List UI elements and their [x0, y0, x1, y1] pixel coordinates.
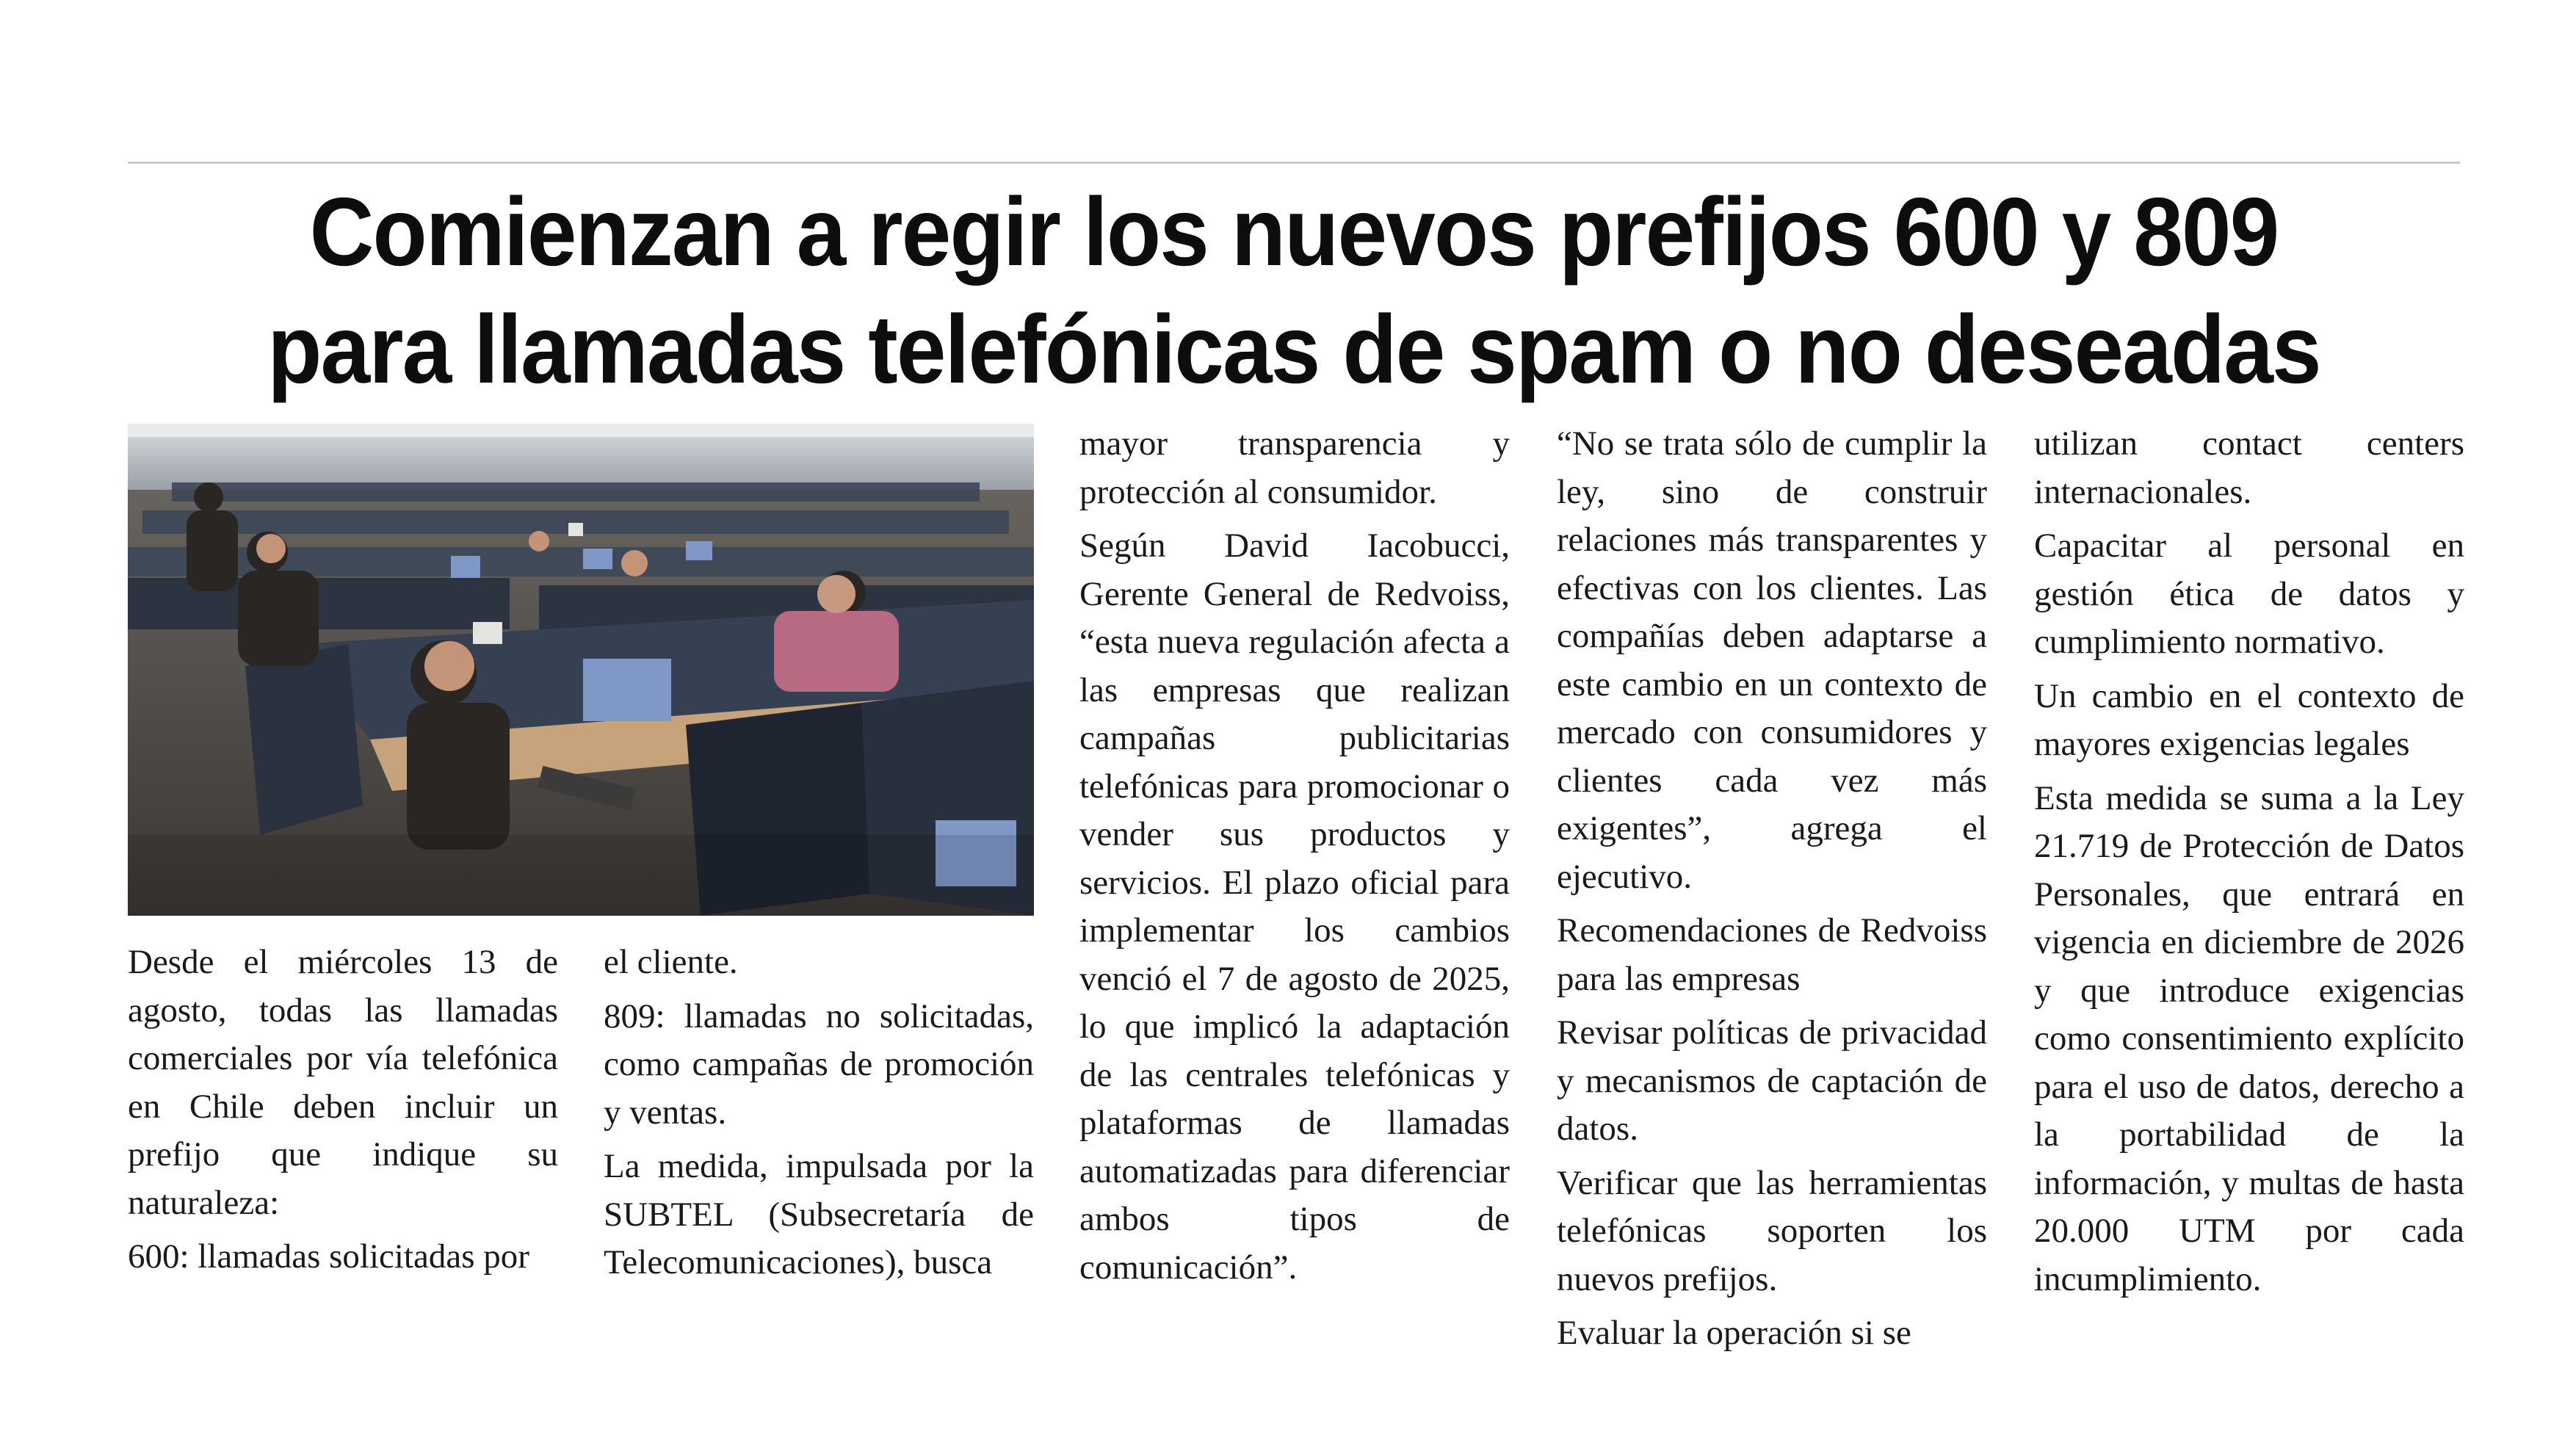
paragraph: “No se trata sólo de cumplir la ley, sino de construir relaciones más transparentes y efectivas con los clientes. Las compañías deben adaptarse a este cambio en un contexto de mercado con consumidores y clientes cada vez más exigentes”, agrega el ejecutivo. [1557, 424, 1987, 896]
paragraph: Verificar que las herramientas telefónicas soporten los nuevos prefijos. [1557, 1163, 1987, 1298]
paragraph: 809: llamadas no solicitadas, como campañas de promoción y ventas. [604, 997, 1034, 1132]
paragraph: Capacitar al personal en gestión ética de datos y cumplimiento normativo. [2034, 527, 2464, 661]
subheading: Un cambio en el contexto de mayores exigencias legales [2034, 676, 2464, 763]
subheading: Recomendaciones de Redvoiss para las empresas [1557, 911, 1987, 998]
paragraph: utilizan contact centers internacionales. [2034, 424, 2464, 511]
column-1 [128, 938, 558, 1287]
paragraph: La medida, impulsada por la SUBTEL (Subsecretaría de Telecomunicaciones), busca [604, 1147, 1034, 1281]
top-rule [128, 162, 2460, 164]
headline-line-2: para llamadas telefónicas de spam o no deseadas [267, 295, 2320, 403]
column-4 [1557, 420, 1987, 1364]
call-center-photo [128, 424, 1034, 916]
paragraph: mayor transparencia y protección al consumidor. [1079, 424, 1510, 511]
paragraph: Evaluar la operación si se [1557, 1314, 1911, 1352]
paragraph: 600: llamadas solicitadas por [128, 1237, 529, 1276]
column-3 [1079, 420, 1510, 1298]
headline-line-1: Comienzan a regir los nuevos prefijos 600 y 809 [309, 178, 2279, 286]
paragraph: Revisar políticas de privacidad y mecanismos de captación de datos. [1557, 1013, 1987, 1148]
column-2 [604, 938, 1034, 1293]
headline [221, 173, 2367, 408]
column-5 [2034, 420, 2464, 1309]
paragraph: Según David Iacobucci, Gerente General de Redvoiss, “esta nueva regulación afecta a las empresas que realizan campañas publicitarias telefónicas para promocionar o vender sus productos y servicios. El plazo oficial para implementar los cambios venció el 7 de agosto de 2025, lo que implicó la adaptación de las centrales telefónicas y plataformas de llamadas automatizadas para diferenciar ambos tipos de comunicación”. [1079, 527, 1510, 1287]
paragraph: el cliente. [604, 943, 738, 981]
paragraph: Desde el miércoles 13 de agosto, todas las llamadas comerciales por vía telefónica en Chile deben incluir un prefijo que indique su naturaleza: [128, 943, 558, 1222]
paragraph: Esta medida se suma a la Ley 21.719 de Protección de Datos Personales, que entrará en vigencia en diciembre de 2026 y que introduce exigencias como consentimiento explícito para el uso de datos, derecho a la portabilidad de la información, y multas de hasta 20.000 UTM por cada incumplimiento. [2034, 778, 2464, 1298]
